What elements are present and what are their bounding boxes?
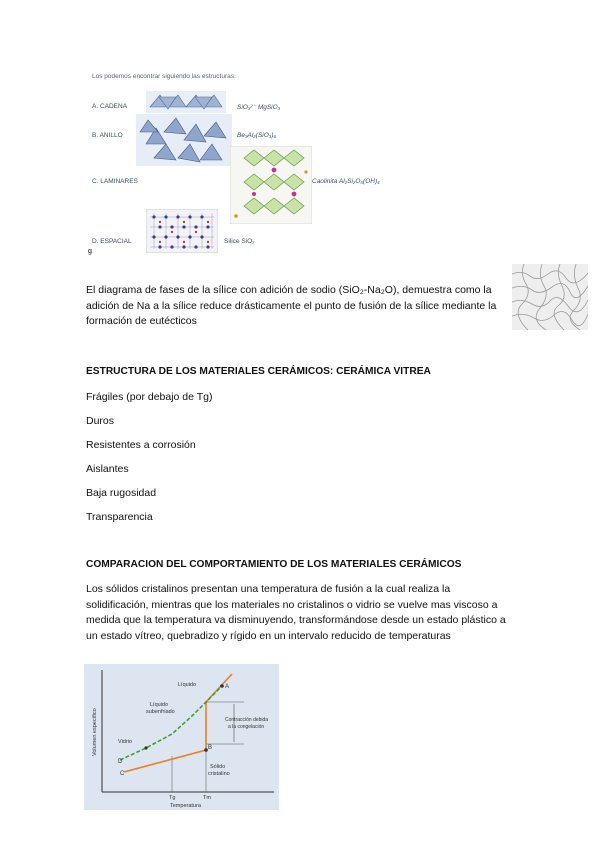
label-contraccion-1: Contracción debida xyxy=(225,717,269,723)
glass-microstructure-image xyxy=(512,264,588,330)
svg-text:Contracción debida a la xyxy=(225,717,269,730)
spatial-structure-image xyxy=(146,209,218,253)
tick-tm: Tm xyxy=(203,795,211,801)
crystal-curve xyxy=(124,674,232,772)
structure-formula-chain: SiO₃²⁻ MgSiO₃ xyxy=(237,104,281,111)
point-glass xyxy=(144,746,147,749)
label-A: A xyxy=(225,684,230,690)
property-item: Frágiles (por debajo de Tg) xyxy=(86,391,213,403)
label-solido-2: cristalino xyxy=(208,771,230,777)
ring-structure-image xyxy=(136,114,232,166)
section-heading-vitreous-ceramics: ESTRUCTURA DE LOS MATERIALES CERÁMICOS: CERÁMICA VITREA xyxy=(86,366,431,377)
property-item: Duros xyxy=(86,415,115,427)
structure-label-ring: B. ANILLO xyxy=(92,132,123,139)
label-contraccion-2: a la congelación xyxy=(228,724,265,730)
property-item: Aislantes xyxy=(86,463,129,475)
phase-diagram-paragraph: El diagrama de fases de la sílice con adición de sodio (SiO₂-Na₂O), demuestra como la adición de Na a la sílice reduce drásticamente el punto de fusión de la sílice mediante la formación de eutécticos xyxy=(86,284,497,327)
structure-label-laminar: C. LAMINARES xyxy=(92,178,138,185)
chain-structure-image xyxy=(146,91,226,113)
structure-formula-ring: Be₃Al₂(SiO₃)₆ xyxy=(237,132,277,139)
comparison-paragraph: Los sólidos cristalinos presentan una temperatura de fusión a la cual realiza la solidificación, mientras que los materiales no cristalinos o vidrio se vuelve mas viscoso a medida que la temperatura va disminuyendo, transformándose desde un estado plástico a un estado vítreo, quebradizo y rígido en un intervalo reducido de temperaturas xyxy=(86,583,506,642)
label-C: C xyxy=(120,771,125,777)
label-solido-1: Sólido xyxy=(210,764,226,770)
label-liquido-sub-1: Líquido xyxy=(150,702,169,708)
y-axis-label: Volumen específico xyxy=(92,708,98,756)
laminar-structure-image xyxy=(230,146,312,224)
property-item: Transparencia xyxy=(86,511,153,523)
label-D: D xyxy=(118,759,123,765)
label-vidrio: Vidrio xyxy=(118,739,132,745)
stray-mark: g xyxy=(88,248,92,255)
svg-text:Líquido xyxy=(178,682,196,688)
point-A xyxy=(220,684,224,688)
svg-text:Líquido subenfriado xyxy=(146,702,175,715)
volume-temperature-figure xyxy=(84,664,279,810)
structure-formula-laminar: Caolinita Al₂Si₂O₅(OH)₄ xyxy=(312,178,380,185)
label-liquido: Líquido xyxy=(178,682,197,688)
structure-label-spatial: D. ESPACIAL xyxy=(92,238,132,245)
figure-intro: Los podemos encontrar siguiendo las estructuras: xyxy=(92,73,236,80)
tick-tg: Tg xyxy=(169,795,176,801)
property-item: Baja rugosidad xyxy=(86,487,157,499)
silicate-structures-figure xyxy=(84,66,384,256)
x-axis-label: Temperatura xyxy=(170,803,201,809)
label-liquido-sub-2: subenfriado xyxy=(146,709,175,715)
svg-text:Sólido cristalino xyxy=(208,764,230,777)
property-item: Resistentes a corrosión xyxy=(86,439,196,451)
section-heading-comparison: COMPARACION DEL COMPORTAMIENTO DE LOS MATERIALES CERÁMICOS xyxy=(86,559,462,570)
label-B: B xyxy=(208,745,213,751)
structure-formula-spatial: Silice SiO₂ xyxy=(224,238,255,245)
structure-label-chain: A. CADENA xyxy=(92,103,128,110)
